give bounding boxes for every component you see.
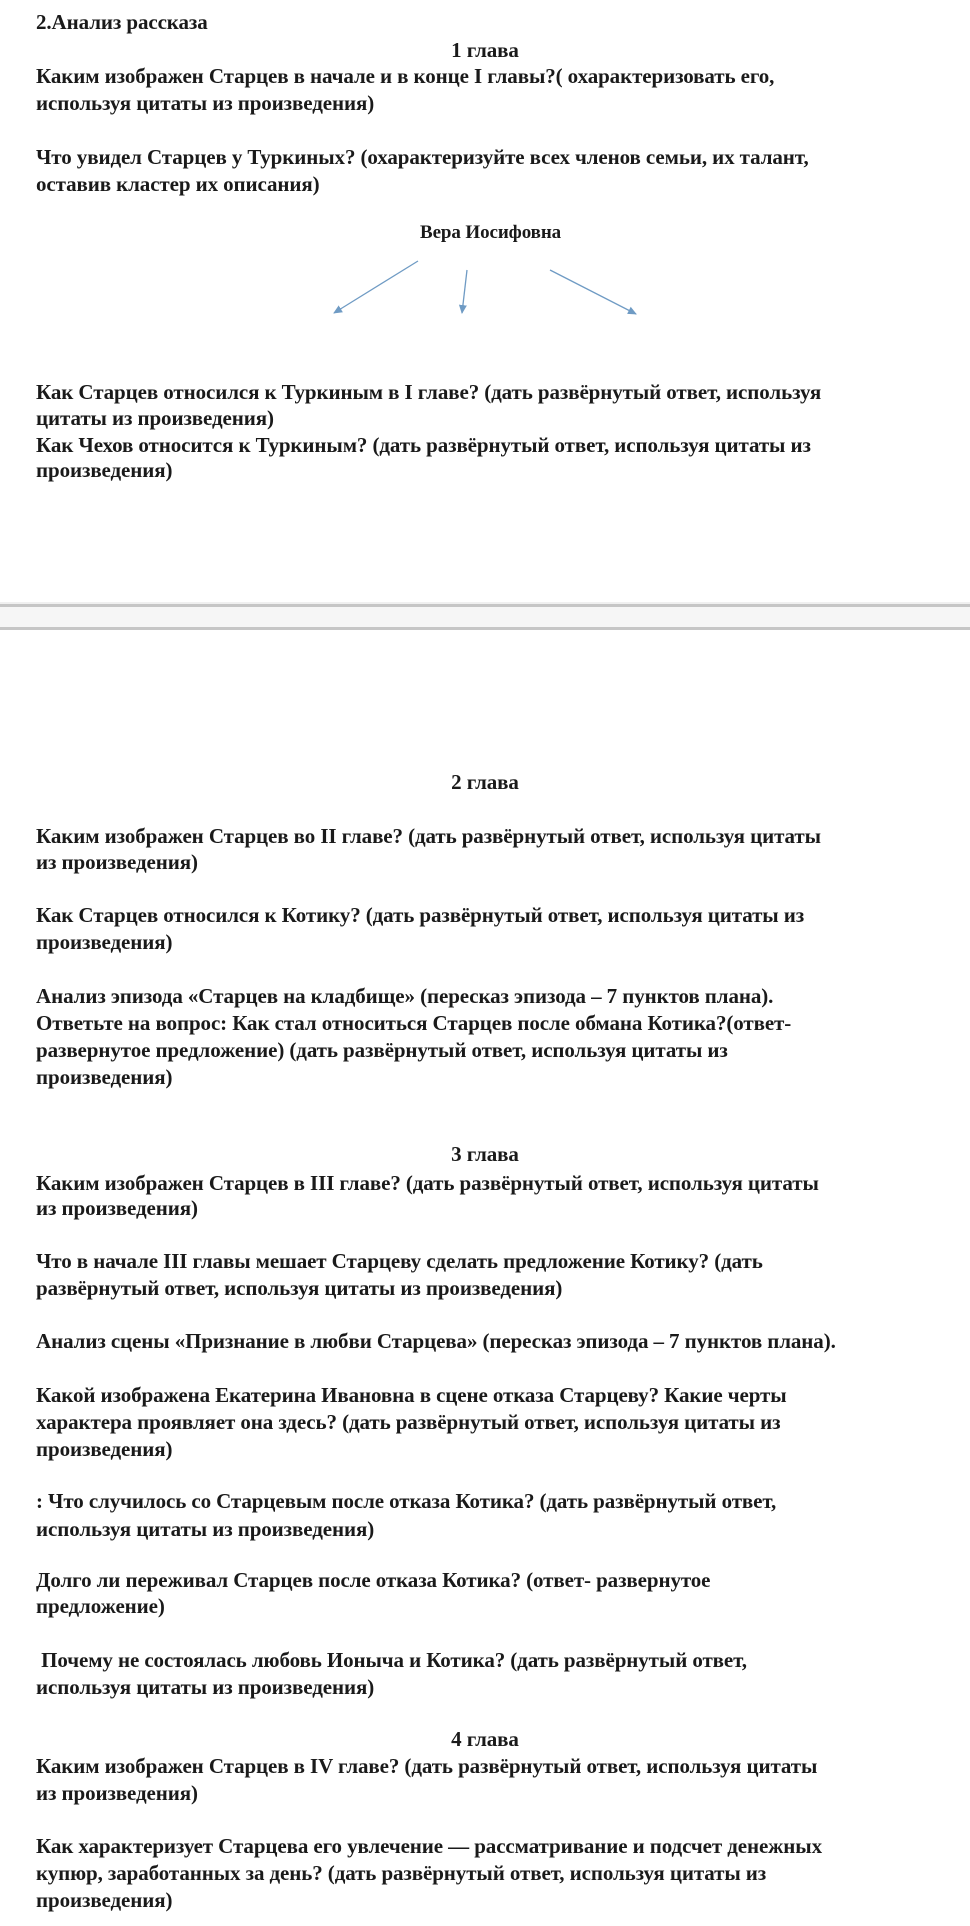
chapter-4-heading: 4 глава xyxy=(451,1727,519,1751)
question-text: произведения) xyxy=(36,930,173,954)
chapter-3-heading: 3 глава xyxy=(451,1142,519,1166)
question-text: Долго ли переживал Старцев после отказа Котика? (ответ- развернутое xyxy=(36,1568,711,1592)
question-text: Каким изображен Старцев в IV главе? (дать развёрнутый ответ, используя цитаты xyxy=(36,1754,818,1778)
question-text: характера проявляет она здесь? (дать развёрнутый ответ, используя цитаты из xyxy=(36,1410,781,1434)
question-text: произведения) xyxy=(36,458,173,482)
question-text: развёрнутый ответ, используя цитаты из произведения) xyxy=(36,1276,563,1300)
document-title: 2.Анализ рассказа xyxy=(36,10,208,34)
question-text: Каким изображен Старцев во II главе? (дать развёрнутый ответ, используя цитаты xyxy=(36,824,821,848)
question-text: Как характеризует Старцева его увлечение — рассматривание и подсчет денежных xyxy=(36,1834,823,1858)
question-text: используя цитаты из произведения) xyxy=(36,91,375,115)
question-text: произведения) xyxy=(36,1437,173,1461)
question-text: Как Старцев относился к Туркиным в I главе? (дать развёрнутый ответ, используя xyxy=(36,380,822,404)
question-text: из произведения) xyxy=(36,850,198,874)
question-text: оставив кластер их описания) xyxy=(36,172,320,196)
question-text: Как Старцев относился к Котику? (дать развёрнутый ответ, используя цитаты из xyxy=(36,903,805,927)
question-text: из произведения) xyxy=(36,1781,198,1805)
question-text: Анализ сцены «Признание в любви Старцева» (пересказ эпизода – 7 пунктов плана). xyxy=(36,1329,836,1353)
question-text: купюр, заработанных за день? (дать развёрнутый ответ, используя цитаты из xyxy=(36,1861,767,1885)
cluster-center-label: Вера Иосифовна xyxy=(420,222,562,243)
question-text: Каким изображен Старцев в начале и в конце I главы?( охарактеризовать его, xyxy=(36,64,775,88)
page-break xyxy=(0,604,970,630)
question-text: предложение) xyxy=(36,1594,165,1618)
question-text: Какой изображена Екатерина Ивановна в сцене отказа Старцеву? Какие черты xyxy=(36,1383,787,1407)
chapter-2-heading: 2 глава xyxy=(451,770,519,794)
arrow-left-icon xyxy=(334,261,418,313)
question-text: Анализ эпизода «Старцев на кладбище» (пересказ эпизода – 7 пунктов плана). xyxy=(36,984,774,1008)
question-text: Ответьте на вопрос: Как стал относиться Старцев после обмана Котика?(ответ- xyxy=(36,1011,792,1035)
question-text: Как Чехов относится к Туркиным? (дать развёрнутый ответ, используя цитаты из xyxy=(36,433,811,457)
chapter-1-heading: 1 глава xyxy=(451,38,519,62)
question-text: : Что случилось со Старцевым после отказа Котика? (дать развёрнутый ответ, xyxy=(36,1489,777,1513)
question-text: используя цитаты из произведения) xyxy=(36,1675,375,1699)
cluster-arrows xyxy=(0,0,970,340)
question-text: Что в начале III главы мешает Старцеву сделать предложение Котику? (дать xyxy=(36,1249,763,1273)
question-text: Каким изображен Старцев в III главе? (дать развёрнутый ответ, используя цитаты xyxy=(36,1171,819,1195)
question-text: из произведения) xyxy=(36,1196,198,1220)
arrow-down-icon xyxy=(462,270,467,313)
question-text: произведения) xyxy=(36,1065,173,1089)
question-text: Что увидел Старцев у Туркиных? (охарактеризуйте всех членов семьи, их талант, xyxy=(36,145,809,169)
arrow-right-icon xyxy=(550,270,636,314)
question-text: произведения) xyxy=(36,1888,173,1912)
question-text: используя цитаты из произведения) xyxy=(36,1517,375,1541)
question-text: цитаты из произведения) xyxy=(36,406,274,430)
question-text: развернутое предложение) (дать развёрнутый ответ, используя цитаты из xyxy=(36,1038,728,1062)
question-text: Почему не состоялась любовь Ионыча и Котика? (дать развёрнутый ответ, xyxy=(36,1648,747,1672)
